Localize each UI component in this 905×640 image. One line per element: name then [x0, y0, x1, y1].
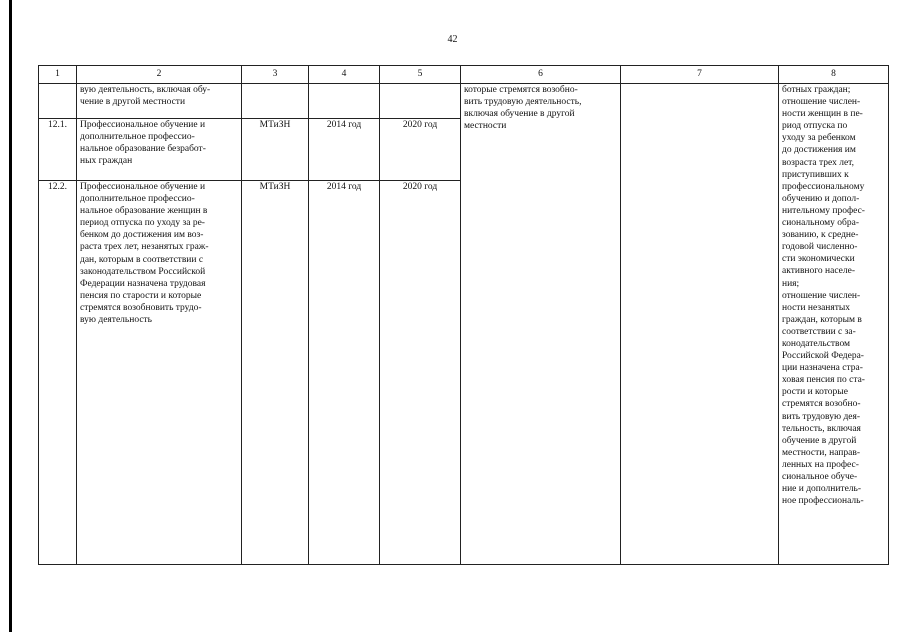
- header-col-4: 4: [309, 66, 380, 84]
- header-col-5: 5: [380, 66, 461, 84]
- binding-edge-bar: [9, 0, 12, 632]
- header-col-8: 8: [779, 66, 889, 84]
- measures-table: [38, 65, 889, 565]
- row-number: 12.1.: [39, 119, 77, 181]
- indicator-text: ботных граждан; отношение числен- ности женщин в пе- риод отпуска по уходу за ребенком до достижения им возраста трех лет, приступивших к профессиональному обучению и допол- нительному профес- сиональному обра- зованию, к средне- годовой численно- сти экономически активного населе- ния; отношение числен- ности незанятых граждан, которым в соответствии с за- конодательством Российской Федера- ции назначена стра- ховая пенсия по ста- рости и которые стремятся возобно- вить трудовую дея- тельность, включая обучение в другой местности, направ- ленных на профес- сиональное обуче- ние и дополнитель- ное профессиональ-: [779, 84, 889, 565]
- page-number: 42: [447, 34, 458, 45]
- row-number: [39, 84, 77, 119]
- header-col-2: 2: [77, 66, 242, 84]
- end-year: 2020 год: [380, 119, 461, 181]
- end-year: 2020 год: [380, 181, 461, 565]
- expected-result-text: которые стремятся возобно- вить трудовую деятельность, включая обучение в другой местности: [461, 84, 621, 565]
- row-number: 12.2.: [39, 181, 77, 565]
- col7-cell: [621, 84, 779, 565]
- header-col-3: 3: [242, 66, 309, 84]
- header-col-6: 6: [461, 66, 621, 84]
- measure-text: вую деятельность, включая обу- чение в другой местности: [77, 84, 242, 119]
- header-col-1: 1: [39, 66, 77, 84]
- start-year: 2014 год: [309, 119, 380, 181]
- header-row: [39, 66, 889, 84]
- table-row: [39, 84, 889, 119]
- measure-text: Профессиональное обучение и дополнительное профессио- нальное образование женщин в период отпуска по уходу за ре- бенком до достижения им воз- раста трех лет, незанятых граж- дан, которым в соответствии с законодательством Российской Федерации назначена трудовая пенсия по старости и которые стремятся возобновить трудо- вую деятельность: [77, 181, 242, 565]
- end-year: [380, 84, 461, 119]
- executor: МТиЗН: [242, 119, 309, 181]
- start-year: [309, 84, 380, 119]
- executor: [242, 84, 309, 119]
- measure-text: Профессиональное обучение и дополнительное профессио- нальное образование безработ- ных граждан: [77, 119, 242, 181]
- start-year: 2014 год: [309, 181, 380, 565]
- executor: МТиЗН: [242, 181, 309, 565]
- header-col-7: 7: [621, 66, 779, 84]
